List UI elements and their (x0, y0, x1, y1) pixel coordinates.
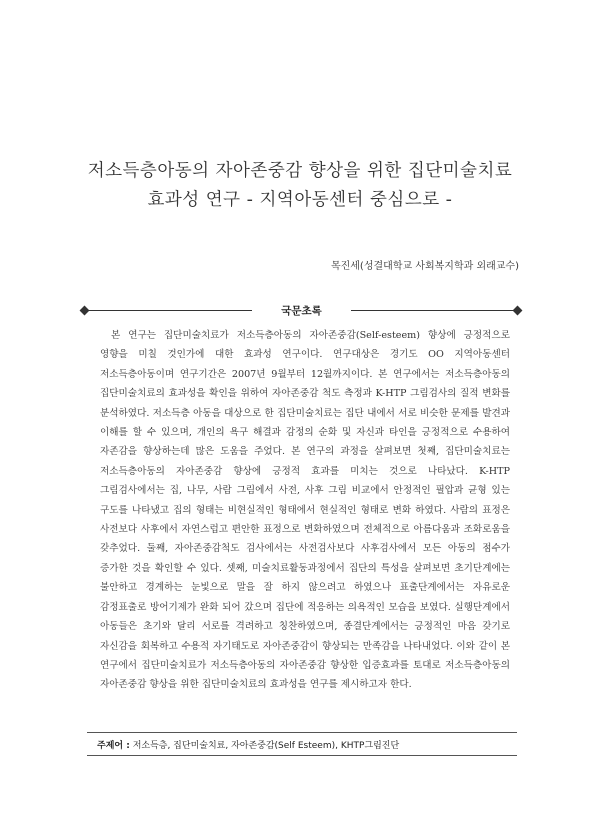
keywords-box (87, 732, 517, 756)
abstract-heading: 국문초록 (281, 305, 322, 317)
abstract-heading-rule (81, 302, 521, 320)
abstract-body: 본 연구는 집단미술치료가 저소득층아동의 자아존중감(Self-esteem) 향상에 긍정적으로 영향을 미칠 것인가에 대한 효과성 연구이다. 연구대상은 경기도 OO 지역아동센터 저소득층아동이며 연구기간은 2007년 9월부터 12월까지이다. 본 연구에서는 저소득층아동의 집단미술치료의 효과성을 확인을 위하여 자아존중감 척도 측정과 K-HTP 그림검사의 질적 변화를 분석하였다. 저소득층 아동을 대상으로 한 집단미술치료는 집단 내에서 서로 비슷한 문제를 발견과 이해를 할 수 있으며, 개인의 욕구 해결과 감정의 순화 및 자신과 타인을 긍정적으로 수용하여 자존감을 향상하는데 많은 도움을 주었다. 본 연구의 과정을 살펴보면 첫째, 집단미술치료는 저소득층아동의 자아존중감 향상에 긍정적 효과를 미치는 것으로 나타났다. K-HTP 그림검사에서는 집, 나무, 사람 그림에서 사전, 사후 그림 비교에서 안정적인 필압과 균형 있는 구도를 나타냈고 집의 형태는 비현실적인 형태에서 현실적인 형태로 변화 하였다. 사람의 표정은 사전보다 사후에서 자연스럽고 편안한 표정으로 변화하였으며 전체적으로 아름다움과 조화로움을 갖추었다. 둘째, 자아존중감척도 검사에서는 사전검사보다 사후검사에서 모든 아동의 점수가 증가한 것을 확인할 수 있다. 셋째, 미술치료활동과정에서 집단의 특성을 살펴보면 초기단계에는 불안하고 경계하는 눈빛으로 말을 잘 하지 않으려고 하였으나 표출단계에서는 자유로운 감정표출로 방어기제가 완화 되어 갔으며 집단에 적응하는 의욕적인 모습을 보였다. 실행단계에서 아동들은 초기와 달리 서로를 격려하고 칭찬하였으며, 종결단계에서는 긍정적인 마음 갖기로 자신감을 회복하고 수용적 자기태도로 자아존중감이 향상되는 만족감을 나타내었다. 이와 같이 본 연구에서 집단미술치료가 저소득층아동의 자아존중감 향상한 입증효과를 토대로 저소득층아동의 자아존중감 향상을 위한 집단미술치료의 효과성을 연구를 제시하고자 한다. (100, 330, 510, 691)
author-affiliation: 목진세(성결대학교 사회복지학과 외래교수) (330, 261, 519, 272)
keywords-label: 주제어 : (97, 741, 130, 751)
keywords-line (97, 738, 399, 751)
keywords-text: 저소득층, 집단미술치료, 자아존중감(Self Esteem), KHTP그림진단 (129, 741, 400, 751)
divider-line (87, 310, 252, 311)
diamond-bullet-icon (513, 306, 523, 316)
divider-line (351, 310, 516, 311)
paper-title-line-2: 효과성 연구 - 지역아동센터 중심으로 - (147, 190, 453, 210)
paper-title-line-1: 저소득층아동의 자아존중감 향상을 위한 집단미술치료 (87, 161, 513, 181)
